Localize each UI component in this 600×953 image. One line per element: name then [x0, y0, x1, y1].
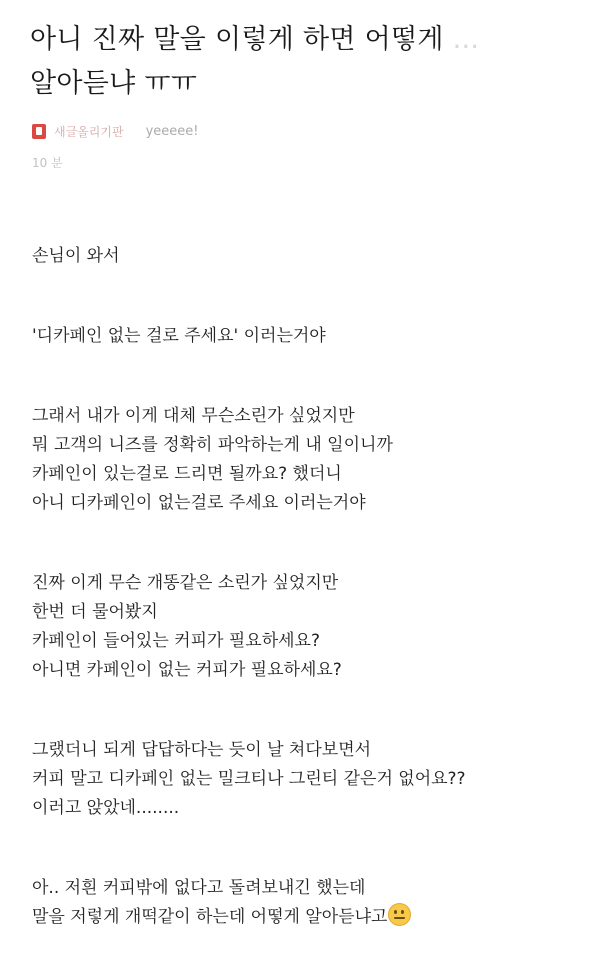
paragraph-spacer — [32, 351, 577, 380]
body-line: 손님이 와서 — [32, 246, 120, 266]
body-line: 뭐 고객의 니즈를 정확히 파악하는게 내 일이니까 — [32, 435, 393, 455]
paragraph-spacer — [32, 685, 577, 714]
paragraph-spacer — [32, 271, 577, 300]
body-line: 커피 말고 디카페인 없는 밀크티나 그린티 같은거 없어요?? — [32, 769, 466, 789]
body-line-text: 말을 저렇게 개떡같이 하는데 어떻게 알아듣냐고 — [32, 907, 388, 927]
body-line: 진짜 이게 무슨 개똥같은 소린가 싶었지만 — [32, 573, 339, 593]
body-line: 카페인이 들어있는 커피가 필요하세요? — [32, 631, 320, 651]
paragraph-spacer — [32, 518, 577, 547]
paragraph-spacer — [32, 380, 577, 402]
author-name[interactable]: yeeeee! — [145, 123, 199, 139]
post-title-line2: 알아듣냐 ㅠㅠ — [30, 68, 198, 99]
body-line: 이러고 앉았네........ — [32, 798, 180, 818]
body-line-last — [32, 903, 577, 932]
body-line: 아.. 저흰 커피밖에 없다고 돌려보내긴 했는데 — [32, 878, 366, 898]
paragraph-spacer — [32, 300, 577, 322]
post-title — [30, 18, 575, 106]
paragraph-spacer — [32, 823, 577, 852]
board-name-link[interactable]: 새글올리기판 — [54, 124, 124, 139]
post-time: 10 분 — [32, 156, 63, 170]
paragraph-spacer — [32, 547, 577, 569]
body-line: 아니면 카페인이 없는 커피가 필요하세요? — [32, 660, 342, 680]
paragraph-spacer — [32, 714, 577, 736]
body-line: '디카페인 없는 걸로 주세요' 이러는거야 — [32, 326, 326, 346]
paragraph-spacer — [32, 852, 577, 874]
post-title-faded: ... — [452, 24, 480, 55]
body-line: 한번 더 물어봤지 — [32, 602, 158, 622]
slightly-smiling-face-icon — [388, 903, 411, 926]
body-line: 그래서 내가 이게 대체 무슨소린가 싶었지만 — [32, 406, 355, 426]
post-body — [32, 242, 577, 932]
board-icon — [32, 124, 46, 139]
post-meta — [32, 119, 198, 143]
body-line: 그랬더니 되게 답답하다는 듯이 날 쳐다보면서 — [32, 740, 372, 760]
body-line: 카페인이 있는걸로 드리면 될까요? 했더니 — [32, 464, 342, 484]
post-title-main: 아니 진짜 말을 이렇게 하면 어떻게 — [30, 24, 444, 55]
body-line: 아니 디카페인이 없는걸로 주세요 이러는거야 — [32, 493, 366, 513]
